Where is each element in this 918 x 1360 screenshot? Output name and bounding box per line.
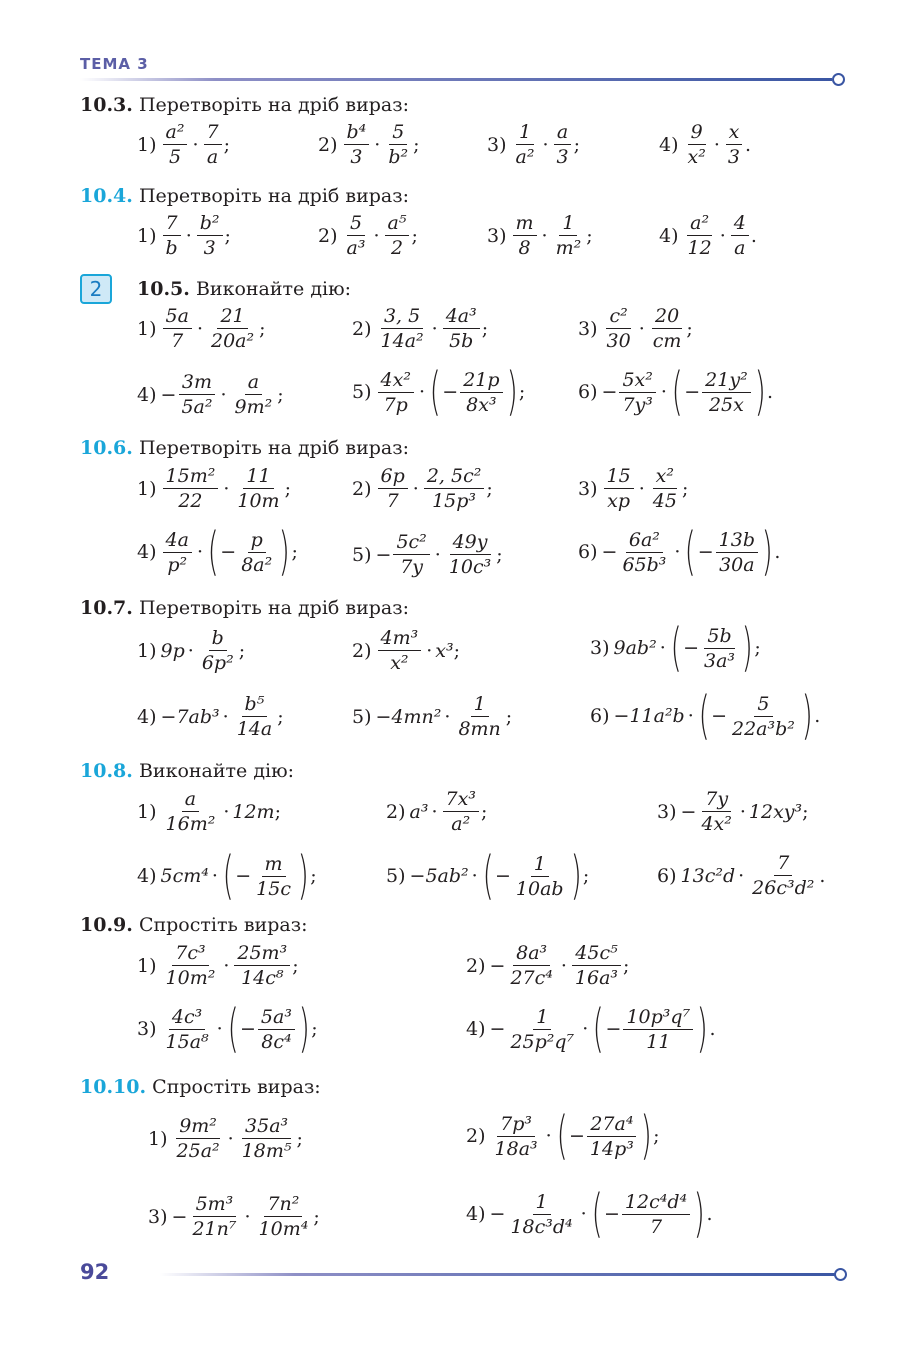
expr-10-5-3: 3) c² 30 · 20 cm ; [578, 305, 693, 352]
expr-10-6-5: 5) − 5c² 7y · 49y 10c³ ; [352, 531, 503, 578]
task-10-7-title: 10.7. Перетворіть на дріб вираз: [80, 597, 410, 619]
header-rule [80, 78, 832, 81]
page-footer [80, 1260, 850, 1290]
task-10-5-title: 10.5. Виконайте дію: [137, 278, 352, 300]
expr-10-9-4: 4) − 1 25p²q⁷ · ( − 10p³q⁷ 11 ) . [466, 999, 716, 1059]
expr-10-10-2: 2) 7p³ 18a³ · ( − 27a⁴ 14p³ ) ; [466, 1106, 660, 1166]
task-10-8-title: 10.8. Виконайте дію: [80, 760, 295, 782]
expr-10-7-1: 1) 9p · b 6p² ; [137, 627, 246, 674]
expr-10-4-3: 3) m 8 · 1 m² ; [487, 212, 593, 259]
page-number: 92 [80, 1260, 110, 1284]
task-10-6-title: 10.6. Перетворіть на дріб вираз: [80, 437, 410, 459]
expr-10-8-2: 2) a³ · 7x³ a² ; [386, 788, 488, 835]
expr-10-7-3: 3) 9ab² · ( − 5b 3a³ ) ; [590, 618, 761, 678]
expr-10-3-4: 4) 9 x² · x 3 . [659, 121, 752, 168]
expr-10-5-2: 2) 3, 5 14a² · 4a³ 5b ; [352, 305, 489, 352]
task-10-3-title: 10.3. Перетворіть на дріб вираз: [80, 94, 410, 116]
task-10-10-title: 10.10. Спростіть вираз: [80, 1076, 321, 1098]
expr-10-9-2: 2) − 8a³ 27c⁴ · 45c⁵ 16a³ ; [466, 942, 630, 989]
expr-10-10-4: 4) − 1 18c³d⁴ · ( − 12c⁴d⁴ 7 ) . [466, 1184, 713, 1244]
expr-10-8-3: 3) − 7y 4x² · 12xy³ ; [657, 788, 809, 835]
task-10-4-title: 10.4. Перетворіть на дріб вираз: [80, 185, 410, 207]
expr-10-8-6: 6) 13c²d · 7 26c³d² . [657, 852, 826, 899]
expr-10-3-1: 1) a² 5 · 7 a ; [137, 121, 231, 168]
expr-10-6-2: 2) 6p 7 · 2, 5c² 15p³ ; [352, 465, 493, 512]
page-header [80, 52, 850, 88]
expr-10-3-2: 2) b⁴ 3 · 5 b² ; [318, 121, 420, 168]
expr-10-9-1: 1) 7c³ 10m² · 25m³ 14c⁸ ; [137, 942, 299, 989]
expr-10-8-4: 4) 5cm⁴ · ( − m 15c ) ; [137, 846, 317, 906]
expr-10-5-4: 4) − 3m 5a² · a 9m² ; [137, 371, 284, 418]
task-10-9-title: 10.9. Спростіть вираз: [80, 914, 308, 936]
expr-10-3-3: 3) 1 a² · a 3 ; [487, 121, 581, 168]
footer-rule [160, 1273, 836, 1276]
expr-10-7-4: 4) − 7ab³ · b⁵ 14a ; [137, 693, 284, 740]
header-rule-circle [832, 73, 845, 86]
expr-10-8-1: 1) a 16m² · 12m ; [137, 788, 281, 835]
expr-10-4-1: 1) 7 b · b² 3 ; [137, 212, 231, 259]
expr-10-9-3: 3) 4c³ 15a⁸ · ( − 5a³ 8c⁴ ) ; [137, 999, 318, 1059]
expr-10-6-3: 3) 15 xp · x² 45 ; [578, 465, 689, 512]
expr-10-5-1: 1) 5a 7 · 21 20a² ; [137, 305, 266, 352]
footer-rule-circle [834, 1268, 847, 1281]
expr-10-7-5: 5) − 4mn² · 1 8mn ; [352, 693, 513, 740]
expr-10-10-1: 1) 9m² 25a² · 35a³ 18m⁵ ; [148, 1115, 303, 1162]
expr-10-4-4: 4) a² 12 · 4 a . [659, 212, 757, 259]
expr-10-7-2: 2) 4m³ x² · x³ ; [352, 627, 461, 674]
expr-10-5-6: 6) − 5x² 7y³ · ( − 21y² 25x ) . [578, 362, 774, 422]
expr-10-10-3: 3) − 5m³ 21n⁷ · 7n² 10m⁴ ; [148, 1193, 320, 1240]
expr-10-4-2: 2) 5 a³ · a⁵ 2 ; [318, 212, 418, 259]
expr-10-6-4: 4) 4a p² · ( − p 8a² ) ; [137, 522, 298, 582]
expr-10-5-5: 5) 4x² 7p · ( − 21p 8x³ ) ; [352, 362, 526, 422]
expr-10-6-6: 6) − 6a² 65b³ · ( − 13b 30a ) . [578, 522, 781, 582]
expr-10-7-6: 6) − 11a²b · ( − 5 22a³b² ) . [590, 686, 821, 746]
expr-10-8-5: 5) − 5ab² · ( − 1 10ab ) ; [386, 846, 590, 906]
expr-10-6-1: 1) 15m² 22 · 11 10m ; [137, 465, 291, 512]
topic-label: ТЕМА 3 [80, 55, 149, 73]
level-2-badge: 2 [80, 274, 112, 304]
